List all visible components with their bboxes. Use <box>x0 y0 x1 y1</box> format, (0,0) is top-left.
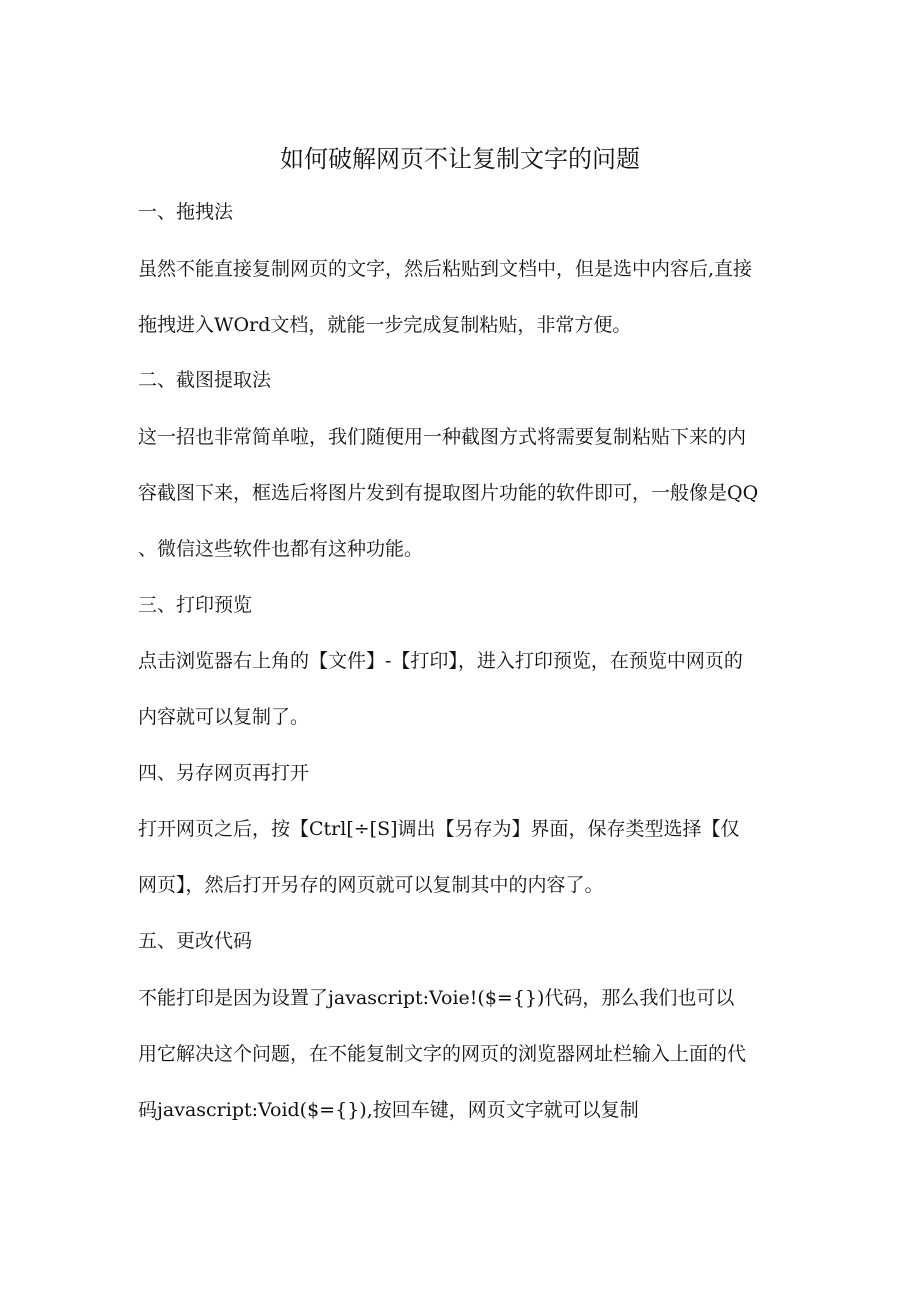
paragraph-line: 用它解决这个问题，在不能复制文字的网页的浏览器网址栏输入上面的代 <box>138 1043 747 1065</box>
section-heading: 四、另存网页再打开 <box>138 762 310 784</box>
paragraph-line: 点击浏览器右上角的【文件】-【打印】，进入打印预览，在预览中网页的 <box>138 650 743 672</box>
paragraph-line: 虽然不能直接复制网页的文字，然后粘贴到文档中，但是选中内容后,直接 <box>138 258 753 280</box>
paragraph-line: 拖拽进入WOrd文档，就能一步完成复制粘贴，非常方便。 <box>138 314 632 336</box>
paragraph-line: 容截图下来，框选后将图片发到有提取图片功能的软件即可，一般像是QQ <box>138 482 759 504</box>
paragraph-line: 内容就可以复制了。 <box>138 706 310 728</box>
section-paragraph <box>138 801 788 913</box>
paragraph-line: 打开网页之后，按【Ctrl[÷[S]调出【另存为】界面，保存类型选择【仅 <box>138 818 740 840</box>
section-paragraph <box>138 409 788 577</box>
paragraph-line: 码javascript:Void($={}),按回车键，网页文字就可以复制 <box>138 1099 639 1121</box>
paragraph-line: 这一招也非常简单啦，我们随便用一种截图方式将需要复制粘贴下来的内 <box>138 426 747 448</box>
section-paragraph <box>138 241 788 353</box>
section-heading: 五、更改代码 <box>138 930 253 952</box>
section-heading: 二、截图提取法 <box>138 369 272 391</box>
document-title: 如何破解网页不让复制文字的问题 <box>280 145 640 173</box>
section-heading: 三、打印预览 <box>138 594 253 616</box>
paragraph-line: 网页】，然后打开另存的网页就可以复制其中的内容了。 <box>138 874 604 896</box>
section-paragraph <box>138 970 788 1138</box>
section-heading: 一、拖拽法 <box>138 201 234 223</box>
paragraph-line: 、微信这些软件也都有这种功能。 <box>138 538 424 560</box>
section-paragraph <box>138 633 788 745</box>
paragraph-line: 不能打印是因为设置了javascript:Voie!($={})代码，那么我们也可以 <box>138 987 735 1009</box>
